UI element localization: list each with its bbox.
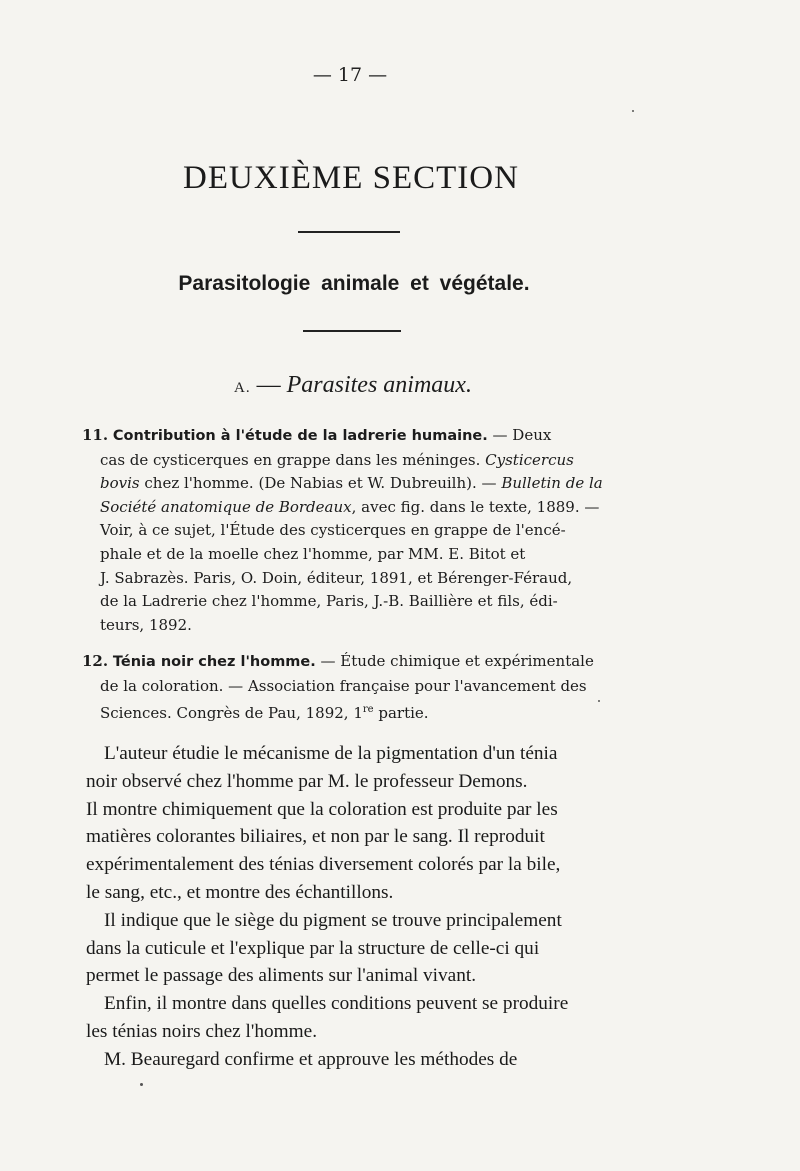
section-title: DEUXIÈME SECTION (183, 160, 519, 196)
scan-speck (598, 700, 600, 702)
entry-text: , avec fig. dans le texte, 1889. — (351, 497, 600, 516)
entry-line (82, 472, 642, 496)
body-line: Enfin, il montre dans quelles conditions peuvent se produire (104, 993, 569, 1015)
section-subtitle: Parasitologie animale et végétale. (178, 272, 530, 295)
entry-text: cas de cysticerques en grappe dans les méninges. (100, 450, 481, 469)
bibliography-entry (82, 650, 642, 726)
scan-speck (632, 110, 634, 112)
body-line: matières colorantes biliaires, et non par le sang. Il reproduit (86, 826, 545, 848)
entry-line (82, 650, 642, 675)
subsection-letter: A. (234, 380, 251, 396)
entry-number: 12. (82, 652, 109, 670)
subsection-heading (0, 372, 706, 399)
body-line: le sang, etc., et montre des échantillons. (86, 881, 394, 903)
scan-speck (140, 1083, 143, 1086)
body-line: noir observé chez l'homme par M. le professeur Demons. (86, 770, 528, 792)
entry-line (82, 698, 642, 726)
part-number: 1 (353, 704, 363, 723)
body-line: dans la cuticule et l'explique par la structure de celle-ci qui (86, 937, 540, 959)
body-line: Il montre chimiquement que la coloration est produite par les (86, 798, 558, 820)
bibliography-entry (82, 424, 642, 637)
body-line: M. Beauregard confirme et approuve les méthodes de (104, 1048, 518, 1070)
entry-text: Sciences. Congrès de Pau, 1892, (100, 704, 349, 723)
entry-title: Ténia noir chez l'homme. (112, 654, 316, 670)
page-number: — 17 — (312, 64, 388, 86)
entry-text: chez l'homme. (De Nabias et W. Dubreuilh). — (144, 474, 497, 493)
subsection-title: Parasites animaux. (286, 372, 472, 398)
entry-italic: Cysticercus (485, 450, 574, 469)
entry-line (82, 424, 642, 449)
entry-italic: Bulletin de la (501, 474, 603, 493)
body-line: Il indique que le siège du pigment se trouve principalement (104, 909, 562, 931)
entry-italic: bovis (100, 474, 140, 493)
entry-text: — Deux (487, 426, 552, 444)
body-line: expérimentalement des ténias diversement colorés par la bile, (86, 854, 561, 876)
body-line: L'auteur étudie le mécanisme de la pigmentation d'un ténia (104, 743, 558, 764)
entry-line: phale et de la moelle chez l'homme, par MM. E. Bitot et (100, 544, 526, 563)
subsection-dash: — (256, 372, 281, 398)
entry-line: de la coloration. — Association française pour l'avancement des (100, 676, 587, 695)
part-label: partie. (378, 704, 429, 723)
entry-line: de la Ladrerie chez l'homme, Paris, J.-B. Baillière et fils, édi- (100, 592, 558, 611)
divider-rule (298, 231, 400, 233)
body-text (86, 740, 642, 1074)
superscript: re (362, 704, 374, 716)
entry-number: 11. (82, 426, 109, 444)
entry-line (82, 449, 642, 473)
entry-title: Contribution à l'étude de la ladrerie humaine. (112, 428, 488, 444)
entry-line: Voir, à ce sujet, l'Étude des cysticerques en grappe de l'encé- (100, 521, 566, 540)
entry-italic: Société anatomique de Bordeaux (100, 497, 352, 516)
body-line: les ténias noirs chez l'homme. (86, 1020, 318, 1042)
divider-rule (303, 330, 401, 332)
entry-line (82, 496, 642, 520)
entry-text: — Étude chimique et expérimentale (315, 652, 594, 670)
entry-line: teurs, 1892. (100, 615, 192, 634)
body-line: permet le passage des aliments sur l'animal vivant. (86, 965, 477, 987)
entry-line: J. Sabrazès. Paris, O. Doin, éditeur, 1891, et Bérenger-Féraud, (100, 568, 573, 587)
